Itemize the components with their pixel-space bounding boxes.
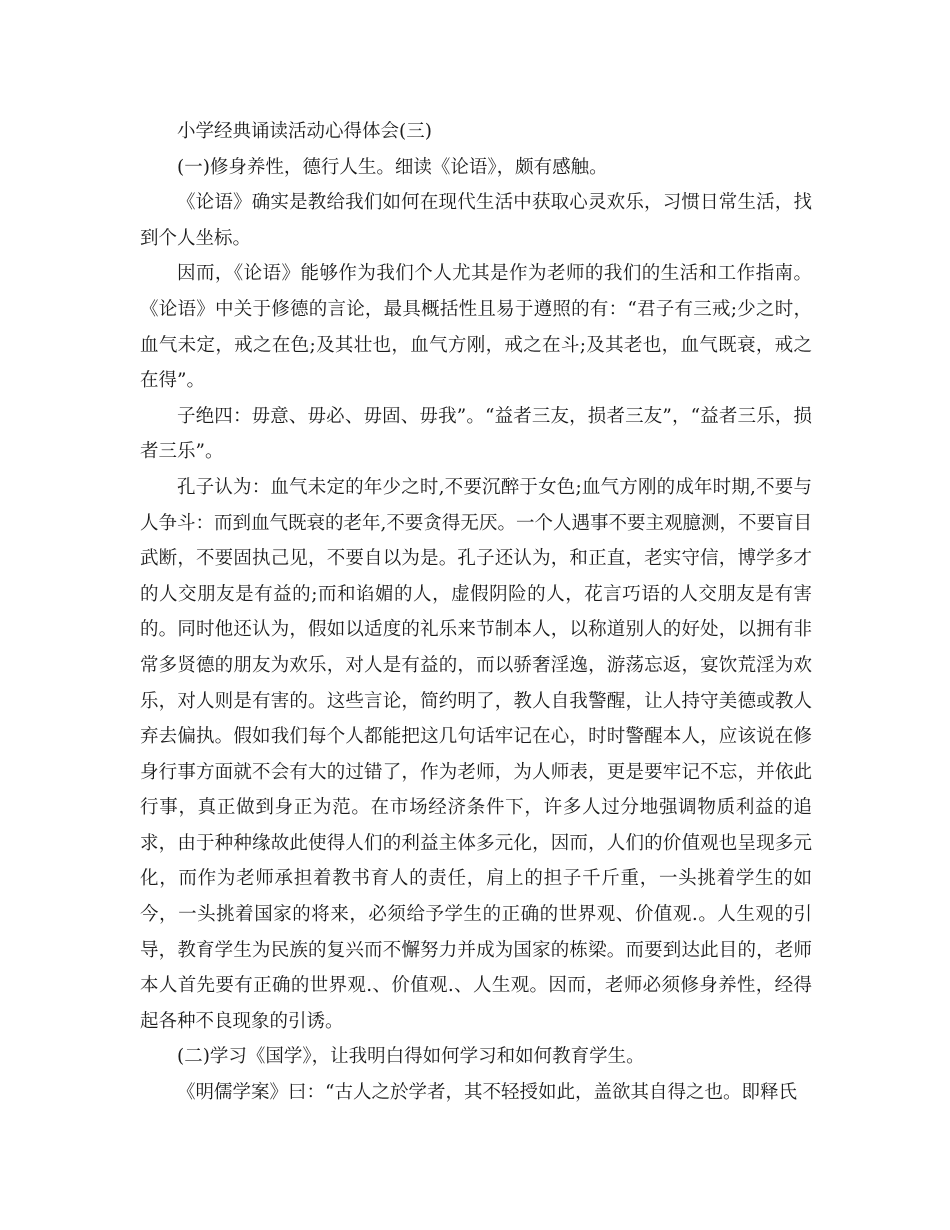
paragraph-2: 《论语》确实是教给我们如何在现代生活中获取心灵欢乐，习惯日常生活，找到个人坐标。 [140,192,812,249]
paragraph-3: 因而，《论语》能够作为我们个人尤其是作为老师的我们的生活和工作指南。《论语》中关于修德的言论，最具概括性且易于遵照的有：“君子有三戒;少之时，血气未定，戒之在色;及其壮也，血气方刚，戒之在斗;及其老也，血气既衰，戒之在得”。 [140,263,812,392]
paragraph-5: 孔子认为：血气未定的年少之时,不要沉醉于女色;血气方刚的成年时期,不要与人争斗：而到血气既衰的老年,不要贪得无厌。一个人遇事不要主观臆测，不要盲目武断，不要固执己见，不要自以为是。孔子还认为，和正直，老实守信，博学多才的人交朋友是有益的;而和谄媚的人，虚假阴险的人，花言巧语的人交朋友是有害的。同时他还认为，假如以适度的礼乐来节制本人，以称道别人的好处，以拥有非常多贤德的朋友为欢乐，对人是有益的，而以骄奢淫逸，游荡忘返，宴饮荒淫为欢乐，对人则是有害的。这些言论，简约明了，教人自我警醒，让人持守美德或教人弃去偏执。假如我们每个人都能把这几句话牢记在心，时时警醒本人，应该说在修身行事方面就不会有大的过错了，作为老师，为人师表，更是要牢记不忘，并依此行事，真正做到身正为范。在市场经济条件下，许多人过分地强调物质利益的追求，由于种种缘故此使得人们的利益主体多元化，因而，人们的价值观也呈现多元化，而作为老师承担着教书育人的责任，肩上的担子千斤重，一头挑着学生的如今，一头挑着国家的将来，必须给予学生的正确的世界观、价值观.。人生观的引导，教育学生为民族的复兴而不懈努力并成为国家的栋梁。而要到达此目的，老师本人首先要有正确的世界观.、价值观.、人生观。因而，老师必须修身养性，经得起各种不良现象的引诱。 [140,476,812,1032]
paragraph-7: 《明儒学案》曰：“古人之於学者，其不轻授如此，盖欲其自得之也。即释氏 [177,1082,797,1104]
document-body [140,114,812,1111]
document-title: 小学经典诵读活动心得体会(三) [177,121,432,142]
paragraph-1: (一)修身养性，德行人生。细读《论语》，颇有感触。 [177,156,608,178]
paragraph-6: (二)学习《国学》，让我明白得如何学习和如何教育学生。 [177,1046,645,1068]
paragraph-4: 子绝四：毋意、毋必、毋固、毋我”。“益者三友，损者三友”，“益者三乐，损者三乐”。 [140,405,812,463]
